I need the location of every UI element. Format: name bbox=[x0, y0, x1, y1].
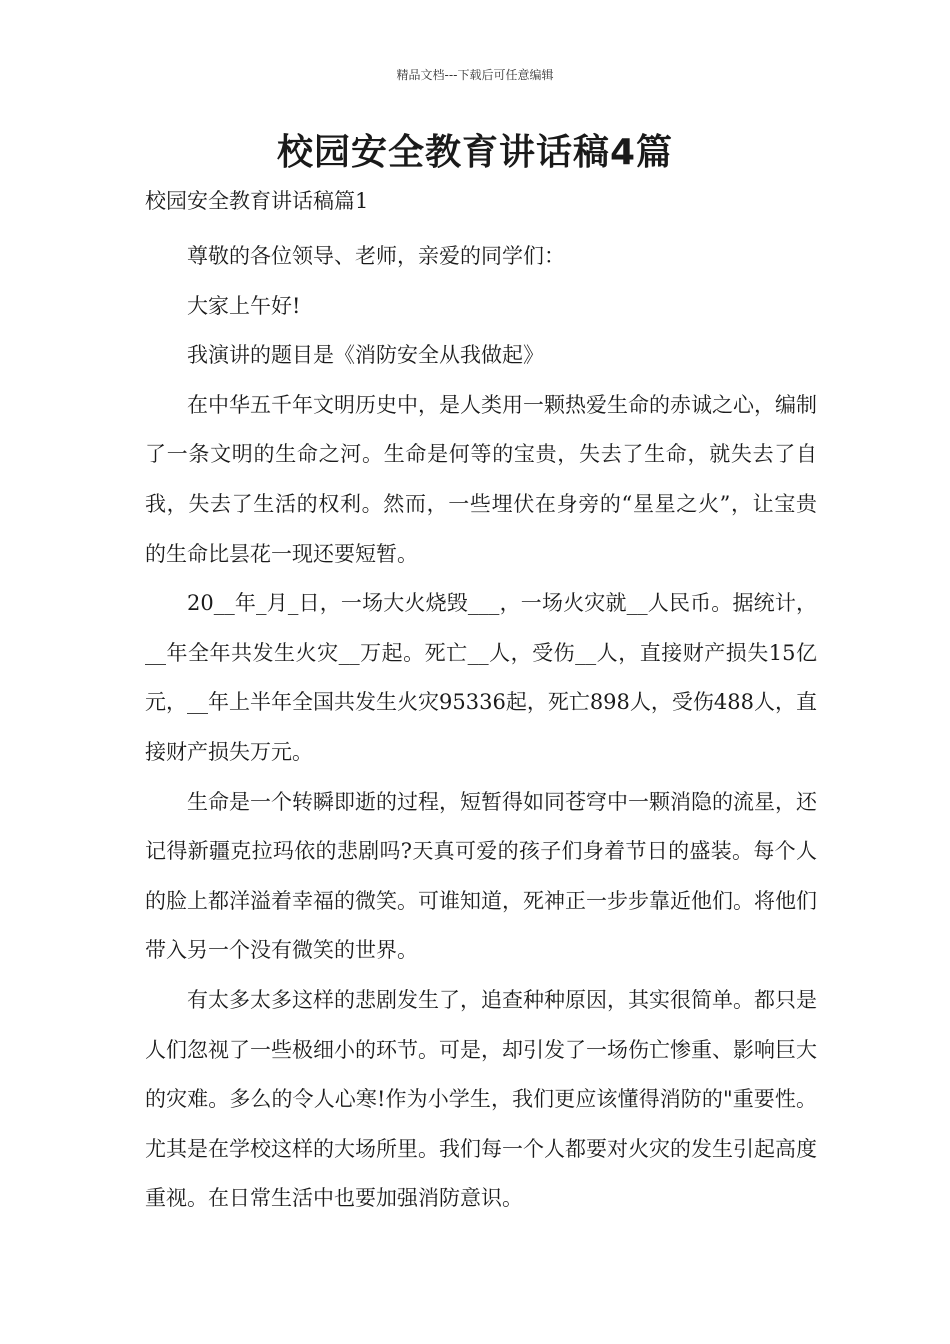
document-title: 校园安全教育讲话稿4篇 bbox=[276, 132, 674, 173]
section-heading: 校园安全教育讲话稿篇1 bbox=[145, 189, 369, 213]
body-paragraph: 生命是一个转瞬即逝的过程，短暂得如同苍穹中一颗消隐的流星，还记得新疆克拉玛依的悲剧吗?天真可爱的孩子们身着节日的盛装。每个人的脸上都洋溢着幸福的微笑。可谁知道，死神正一步步靠近他们。将他们带入另一个没有微笑的世界。 bbox=[145, 789, 817, 963]
body-paragraph: 20__年_月_日，一场大火烧毁___，一场火灾就__人民币。据统计，__年全年共发生火灾__万起。死亡__人，受伤__人，直接财产损失15亿元，__年上半年全国共发生火灾95336起，死亡898人，受伤488人，直接财产损失万元。 bbox=[145, 591, 817, 764]
header-note: 精品文档---下载后可任意编辑 bbox=[396, 68, 554, 82]
body-paragraph: 在中华五千年文明历史中，是人类用一颗热爱生命的赤诚之心，编制了一条文明的生命之河。生命是何等的宝贵，失去了生命，就失去了自我，失去了生活的权利。然而，一些埋伏在身旁的“星星之火”，让宝贵的生命比昙花一现还要短暂。 bbox=[145, 392, 817, 566]
document-body bbox=[145, 232, 817, 1224]
salutation-paragraph: 尊敬的各位领导、老师，亲爱的同学们： bbox=[187, 244, 565, 268]
topic-paragraph: 我演讲的题目是《消防安全从我做起》 bbox=[187, 343, 544, 368]
body-paragraph: 有太多太多这样的悲剧发生了，追查种种原因，其实很简单。都只是人们忽视了一些极细小的环节。可是，却引发了一场伤亡惨重、影响巨大的灾难。多么的令人心寒!作为小学生，我们更应该懂得消防的"重要性。尤其是在学校这样的大场所里。我们每一个人都要对火灾的发生引起高度重视。在日常生活中也要加强消防意识。 bbox=[145, 987, 817, 1211]
greeting-paragraph: 大家上午好! bbox=[187, 293, 301, 318]
